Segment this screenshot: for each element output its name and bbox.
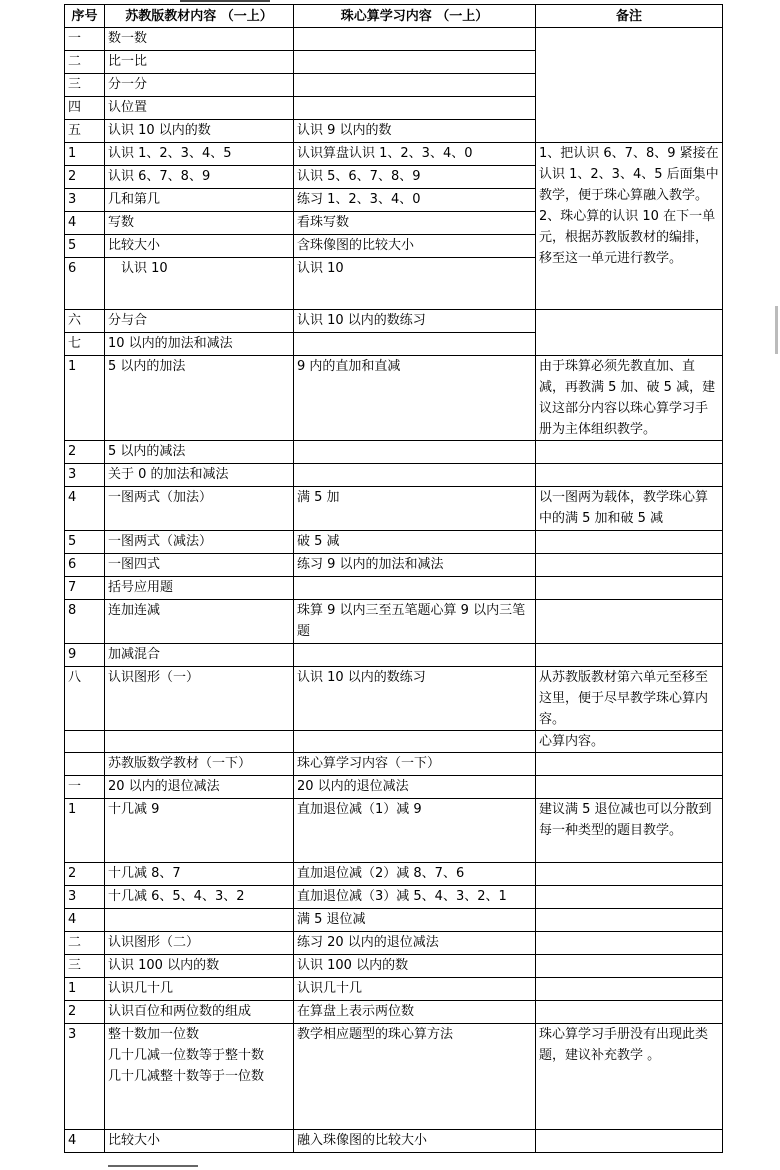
cell-textbook: 比较大小 [105, 1130, 294, 1153]
cell-no: 5 [65, 235, 105, 258]
cell-remark [536, 531, 723, 554]
cell-abacus [294, 644, 536, 667]
cell-no: 二 [65, 932, 105, 955]
table-row [65, 577, 723, 600]
table-row [65, 1024, 723, 1130]
cell-no: 6 [65, 258, 105, 310]
cell-abacus: 20 以内的退位减法 [294, 776, 536, 799]
cell-remark [536, 600, 723, 644]
table-row [65, 600, 723, 644]
cell-remark [536, 441, 723, 464]
cell-textbook: 分与合 [105, 310, 294, 333]
table-row [65, 909, 723, 932]
cell-no: 3 [65, 886, 105, 909]
cell-remark [536, 776, 723, 799]
cell-textbook: 认识 100 以内的数 [105, 955, 294, 978]
cell-textbook: 整十数加一位数 几十几减一位数等于整十数 几十几减整十数等于一位数 [105, 1024, 294, 1130]
cell-abacus [294, 731, 536, 753]
cell-remark [536, 464, 723, 487]
table-row [65, 932, 723, 955]
cell-abacus [294, 333, 536, 356]
cell-no: 9 [65, 644, 105, 667]
cell-no: 一 [65, 776, 105, 799]
cell-remark [536, 577, 723, 600]
header-remark: 备注 [536, 5, 723, 28]
table-row [65, 667, 723, 731]
cell-remark [536, 932, 723, 955]
cell-abacus: 认识 9 以内的数 [294, 120, 536, 143]
cell-remark [536, 554, 723, 577]
cell-textbook [105, 731, 294, 753]
cell-remark: 珠心算学习手册没有出现此类题，建议补充教学 。 [536, 1024, 723, 1130]
cell-textbook: 括号应用题 [105, 577, 294, 600]
cell-textbook: 连加连减 [105, 600, 294, 644]
cell-textbook: 认识 1、2、3、4、5 [105, 143, 294, 166]
top-rule [180, 0, 270, 2]
cell-abacus [294, 74, 536, 97]
cell-abacus: 含珠像图的比较大小 [294, 235, 536, 258]
cell-textbook: 20 以内的退位减法 [105, 776, 294, 799]
cell-textbook: 比一比 [105, 51, 294, 74]
cell-textbook: 数一数 [105, 28, 294, 51]
cell-abacus: 直加退位减（1）减 9 [294, 799, 536, 863]
cell-textbook: 几和第几 [105, 189, 294, 212]
cell-textbook: 加减混合 [105, 644, 294, 667]
cell-textbook: 认识几十几 [105, 978, 294, 1001]
cell-no: 3 [65, 189, 105, 212]
cell-textbook: 苏教版数学教材（一下） [105, 753, 294, 776]
table-body [65, 28, 723, 1153]
cell-abacus: 直加退位减（2）减 8、7、6 [294, 863, 536, 886]
table-row [65, 731, 723, 753]
header-no: 序号 [65, 5, 105, 28]
cell-no: 七 [65, 333, 105, 356]
cell-remark [536, 753, 723, 776]
cell-abacus: 9 内的直加和直减 [294, 356, 536, 441]
cell-textbook: 5 以内的减法 [105, 441, 294, 464]
cell-abacus: 看珠写数 [294, 212, 536, 235]
cell-no: 五 [65, 120, 105, 143]
cell-no: 1 [65, 978, 105, 1001]
table-row [65, 143, 723, 166]
cell-no: 4 [65, 212, 105, 235]
table-row [65, 799, 723, 863]
table-row [65, 310, 723, 333]
cell-textbook: 十几减 8、7 [105, 863, 294, 886]
table-row [65, 1130, 723, 1153]
cell-no: 二 [65, 51, 105, 74]
cell-remark [536, 863, 723, 886]
cell-no: 1 [65, 356, 105, 441]
cell-textbook: 认识 10 以内的数 [105, 120, 294, 143]
cell-no [65, 753, 105, 776]
cell-abacus: 直加退位减（3）减 5、4、3、2、1 [294, 886, 536, 909]
cell-no: 2 [65, 441, 105, 464]
cell-no: 4 [65, 1130, 105, 1153]
table-row [65, 487, 723, 531]
cell-abacus: 珠心算学习内容（一下） [294, 753, 536, 776]
cell-remark: 建议满 5 退位减也可以分散到每一种类型的题目教学。 [536, 799, 723, 863]
header-row [65, 5, 723, 28]
cell-textbook: 认识百位和两位数的组成 [105, 1001, 294, 1024]
cell-no: 1 [65, 799, 105, 863]
cell-textbook: 十几减 6、5、4、3、2 [105, 886, 294, 909]
cell-abacus: 认识 5、6、7、8、9 [294, 166, 536, 189]
cell-no: 6 [65, 554, 105, 577]
header-textbook: 苏教版教材内容 （一上） [105, 5, 294, 28]
cell-no: 八 [65, 667, 105, 731]
cell-no: 1 [65, 143, 105, 166]
cell-remark [536, 909, 723, 932]
cell-abacus [294, 28, 536, 51]
cell-abacus: 珠算 9 以内三至五笔题心算 9 以内三笔题 [294, 600, 536, 644]
cell-abacus: 认识 100 以内的数 [294, 955, 536, 978]
cell-no: 2 [65, 863, 105, 886]
cell-no: 4 [65, 909, 105, 932]
cell-abacus [294, 441, 536, 464]
cell-no: 三 [65, 74, 105, 97]
table-row [65, 28, 723, 51]
cell-textbook: 5 以内的加法 [105, 356, 294, 441]
cell-textbook: 认位置 [105, 97, 294, 120]
cell-textbook: 认识图形（二） [105, 932, 294, 955]
cell-abacus: 满 5 退位减 [294, 909, 536, 932]
cell-textbook: 关于 0 的加法和减法 [105, 464, 294, 487]
cell-abacus [294, 97, 536, 120]
cell-abacus: 认识 10 [294, 258, 536, 310]
cell-no [65, 731, 105, 753]
cell-remark: 以一图两为载体，教学珠心算中的满 5 加和破 5 减 [536, 487, 723, 531]
cell-abacus: 满 5 加 [294, 487, 536, 531]
table-row [65, 554, 723, 577]
cell-no: 三 [65, 955, 105, 978]
cell-abacus: 练习 9 以内的加法和减法 [294, 554, 536, 577]
table-row [65, 776, 723, 799]
curriculum-table [64, 4, 723, 1153]
cell-no: 六 [65, 310, 105, 333]
cell-remark [536, 886, 723, 909]
cell-abacus: 练习 1、2、3、4、0 [294, 189, 536, 212]
table-row [65, 863, 723, 886]
cell-abacus: 练习 20 以内的退位减法 [294, 932, 536, 955]
cell-abacus [294, 464, 536, 487]
bottom-rule [108, 1165, 198, 1167]
cell-no: 2 [65, 166, 105, 189]
cell-textbook: 写数 [105, 212, 294, 235]
cell-no: 8 [65, 600, 105, 644]
cell-no: 2 [65, 1001, 105, 1024]
cell-textbook: 一图四式 [105, 554, 294, 577]
cell-abacus: 认识算盘认识 1、2、3、4、0 [294, 143, 536, 166]
cell-textbook [105, 909, 294, 932]
cell-no: 4 [65, 487, 105, 531]
cell-abacus: 破 5 减 [294, 531, 536, 554]
cell-remark [536, 1001, 723, 1024]
cell-abacus: 教学相应题型的珠心算方法 [294, 1024, 536, 1130]
cell-abacus: 认识 10 以内的数练习 [294, 310, 536, 333]
cell-abacus: 认识几十几 [294, 978, 536, 1001]
cell-abacus [294, 577, 536, 600]
cell-remark [536, 310, 723, 356]
cell-textbook: 分一分 [105, 74, 294, 97]
table-row [65, 644, 723, 667]
cell-remark: 由于珠算必须先教直加、直减，再教满 5 加、破 5 减，建议这部分内容以珠心算学习手册为主体组织教学。 [536, 356, 723, 441]
cell-abacus [294, 51, 536, 74]
cell-textbook: 一图两式（加法） [105, 487, 294, 531]
cell-textbook: 一图两式（减法） [105, 531, 294, 554]
cell-no: 3 [65, 1024, 105, 1130]
cell-remark [536, 1130, 723, 1153]
cell-abacus: 融入珠像图的比较大小 [294, 1130, 536, 1153]
table-row [65, 441, 723, 464]
cell-remark [536, 978, 723, 1001]
cell-no: 5 [65, 531, 105, 554]
page-edge-mark [775, 306, 778, 354]
cell-textbook: 认识图形（一） [105, 667, 294, 731]
cell-no: 7 [65, 577, 105, 600]
cell-no: 四 [65, 97, 105, 120]
table-row [65, 753, 723, 776]
table-row [65, 1001, 723, 1024]
cell-no: 3 [65, 464, 105, 487]
table-row [65, 356, 723, 441]
cell-no: 一 [65, 28, 105, 51]
cell-remark [536, 28, 723, 143]
cell-textbook: 10 以内的加法和减法 [105, 333, 294, 356]
table-row [65, 978, 723, 1001]
cell-remark: 心算内容。 [536, 731, 723, 753]
cell-abacus: 在算盘上表示两位数 [294, 1001, 536, 1024]
table-row [65, 531, 723, 554]
cell-remark: 1、把认识 6、7、8、9 紧接在认识 1、2、3、4、5 后面集中教学，便于珠心算融入教学。 2、珠心算的认识 10 在下一单元，根据苏教版教材的编排，移至这一单元进行教学。 [536, 143, 723, 310]
cell-abacus: 认识 10 以内的数练习 [294, 667, 536, 731]
cell-remark: 从苏教版教材第六单元至移至这里，便于尽早教学珠心算内容。 [536, 667, 723, 731]
cell-textbook: 认识 6、7、8、9 [105, 166, 294, 189]
table-row [65, 955, 723, 978]
table-row [65, 886, 723, 909]
cell-textbook: 十几减 9 [105, 799, 294, 863]
cell-textbook: 认识 10 [105, 258, 294, 310]
cell-textbook: 比较大小 [105, 235, 294, 258]
cell-remark [536, 644, 723, 667]
cell-remark [536, 955, 723, 978]
header-abacus: 珠心算学习内容 （一上） [294, 5, 536, 28]
table-row [65, 464, 723, 487]
